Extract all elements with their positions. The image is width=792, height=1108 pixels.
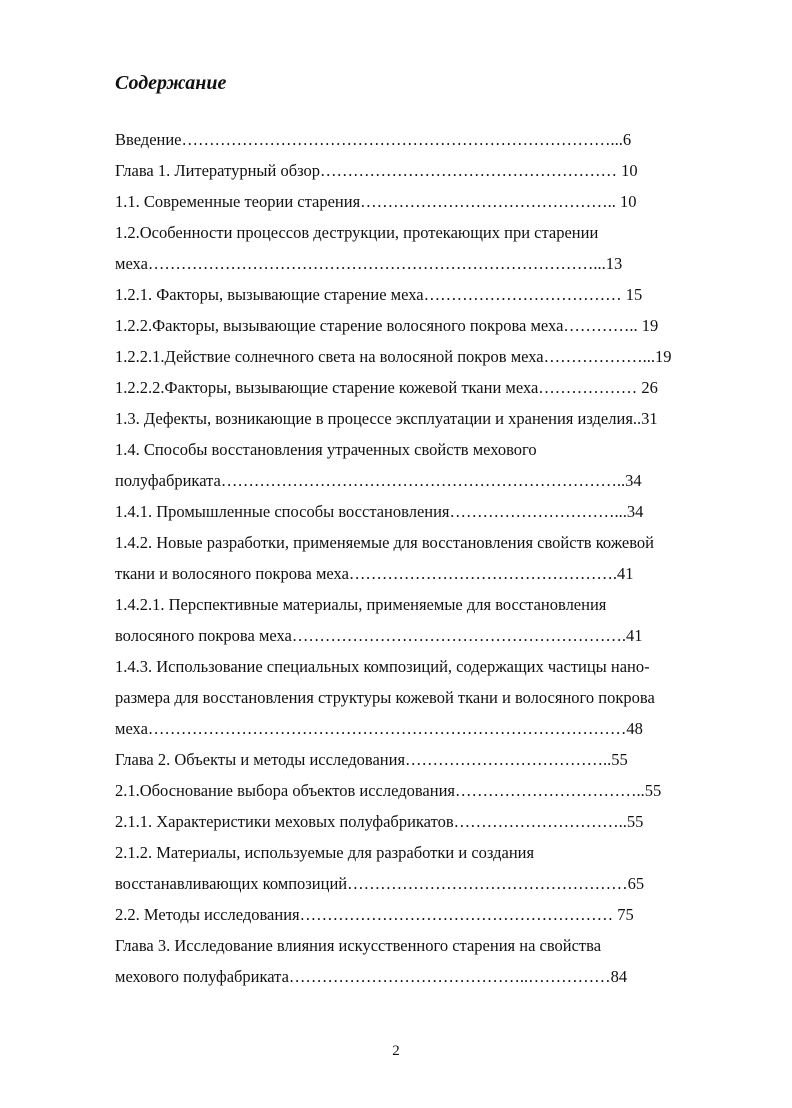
toc-entry-1-2-2-2: 1.2.2.2.Факторы, вызывающие старение кожевой ткани меха……………… 26 [115,378,658,397]
toc-entry-1-2: 1.2.Особенности процессов деструкции, протекающих при старении [115,223,599,242]
page-title: Содержание [115,72,227,94]
toc-entry-2-2: 2.2. Методы исследования………………………………………………… 75 [115,905,634,924]
toc-entry-1-2-1: 1.2.1. Факторы, вызывающие старение меха……………………………… 15 [115,285,643,304]
toc-entry-chapter-1: Глава 1. Литературный обзор……………………………………………… 10 [115,161,638,180]
toc-entry-2-1-2: 2.1.2. Материалы, используемые для разработки и создания [115,843,535,862]
toc-entry-1-1: 1.1. Современные теории старения……………………………………….. 10 [115,192,637,211]
toc-entry-1-2-2: 1.2.2.Факторы, вызывающие старение волосяного покрова меха………….. 19 [115,316,659,335]
toc-entry-chapter-2: Глава 2. Объекты и методы исследования………………………………..55 [115,750,628,769]
toc-entry-1-4-2: 1.4.2. Новые разработки, применяемые для восстановления свойств кожевой [115,533,654,552]
toc-entry-1-4-2-1: 1.4.2.1. Перспективные материалы, применяемые для восстановления [115,595,607,614]
toc-entry-introduction: Введение……………………………………………………………………...6 [115,130,632,149]
toc-entry-1-4-2-1-cont: волосяного покрова меха…………………………………………………….41 [115,626,643,645]
toc-entry-1-4-3: 1.4.3. Использование специальных композиций, содержащих частицы нано- [115,657,650,676]
toc-entry-2-1: 2.1.Обоснование выбора объектов исследования……………………………..55 [115,781,662,800]
toc-entry-2-1-1: 2.1.1. Характеристики меховых полуфабрикатов…………………………..55 [115,812,644,831]
toc-entry-1-4-3-cont2: меха……………………………………………………………………………48 [115,719,643,738]
toc-entry-1-4-cont: полуфабриката………………………………………………………………..34 [115,471,642,490]
toc-entry-1-2-2-1: 1.2.2.1.Действие солнечного света на волосяной покров меха………………...19 [115,347,672,366]
toc-entry-1-3: 1.3. Дефекты, возникающие в процессе эксплуатации и хранения изделия..31 [115,409,658,428]
toc-entry-1-4-2-cont: ткани и волосяного покрова меха………………………………………….41 [115,564,634,583]
table-of-contents [115,124,725,992]
toc-entry-1-2-cont: меха………………………………………………………………………...13 [115,254,623,273]
toc-entry-1-4-1: 1.4.1. Промышленные способы восстановления…………………………...34 [115,502,644,521]
toc-entry-chapter-3-cont: мехового полуфабриката……………………………………..……………84 [115,967,628,986]
toc-entry-1-4: 1.4. Способы восстановления утраченных свойств мехового [115,440,537,459]
toc-entry-chapter-3: Глава 3. Исследование влияния искусственного старения на свойства [115,936,602,955]
toc-entry-1-4-3-cont: размера для восстановления структуры кожевой ткани и волосяного покрова [115,688,655,707]
page-number: 2 [392,1043,400,1059]
toc-entry-2-1-2-cont: восстанавливающих композиций……………………………………………65 [115,874,645,893]
